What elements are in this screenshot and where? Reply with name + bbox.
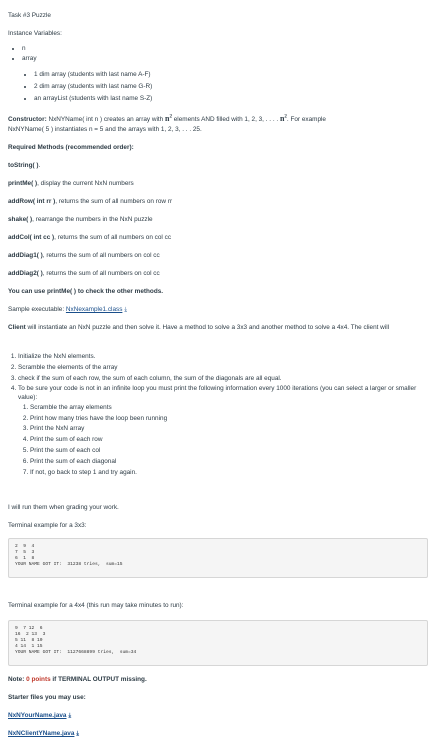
step-text: To be sure your code is not in an infinite loop you must print the following information every 1000 iterations (you can select a larger or smaller value): [18,385,417,402]
client-description [8,322,426,333]
starter-file-row [8,730,79,739]
terminal-line: 16 2 13 3 [15,632,46,637]
var-array: • array [22,54,37,64]
starter-file-row [8,712,71,721]
n-squared: $n^2$ [279,114,287,123]
method-desc: , rearrange the numbers in the NxN puzzle [32,216,153,223]
constructor-desc: elements AND filled with 1, 2, 3, . . . . [173,116,279,123]
constructor-desc: creates an array with [103,116,164,123]
var-n: • n [22,44,37,54]
download-arrow-icon[interactable]: ⤓ [124,307,128,313]
terminal-output-3x3 [8,538,428,578]
step-item [18,384,418,478]
terminal-line: 4 14 1 15 [15,644,43,649]
constructor-line [8,114,326,124]
method-line [8,252,160,260]
method-name: addRow( int rr ) [8,198,56,205]
step-item: 2. Scramble the elements of the array [18,362,418,373]
array-option: • 1 dim array (students with last name A-F) [34,69,152,81]
terminal-line: 6 1 8 [15,556,35,561]
sub-step-item: 2. Print how many tries have the loop been running [30,414,418,425]
terminal-4x4-label: Terminal example for a 4x4 (this run may take minutes to run): [8,602,184,609]
method-desc: , returns the sum of all numbers on col cc [42,270,160,277]
instance-vars-list [8,44,37,64]
terminal-line: 2 9 4 [15,544,35,549]
method-name: addDiag2( ) [8,270,43,277]
starter-file-link[interactable]: NxNYourName.java [8,712,67,719]
method-name: addCol( int cc ) [8,234,55,241]
method-name: addDiag1( ) [8,252,43,259]
page-title: Task #3 Puzzle [8,12,51,19]
note-label: Note: [8,676,25,683]
terminal-line: 9 7 12 6 [15,626,43,631]
note-rest: if TERMINAL OUTPUT missing. [52,676,147,683]
n-squared: $n^2$ [165,114,172,123]
note-line [8,676,147,684]
client-label: Client [8,324,26,331]
array-option: • 2 dim array (students with last name G-R) [34,81,152,93]
terminal-line: 5 11 8 10 [15,638,43,643]
sub-steps [18,403,418,479]
method-desc: , returns the sum of all numbers on row rr [55,198,173,205]
sub-step-item: 7. If not, go back to step 1 and try again. [30,468,418,479]
step-item: 1. Initialize the NxN elements. [18,351,418,362]
array-option: • an arrayList (students with last name S-Z) [34,93,152,105]
method-desc: , returns the sum of all numbers on col cc [54,234,172,241]
method-name: shake( ) [8,216,33,223]
sub-step-item: 3. Print the NxN array [30,424,418,435]
constructor-label: Constructor: [8,116,47,123]
sub-step-item: 6. Print the sum of each diagonal [30,457,418,468]
terminal-line: YOUR NAME GOT IT: 1127668899 tries, sum=34 [15,650,137,655]
can-use-note: You can use printMe( ) to check the other methods. [8,288,164,295]
terminal-output-4x4 [8,620,428,666]
method-line [8,216,153,224]
method-line [8,162,40,170]
download-arrow-icon[interactable]: ⤓ [68,713,72,719]
method-name: toString( ) [8,162,39,169]
required-methods-heading: Required Methods (recommended order): [8,144,134,151]
method-name: printMe( ) [8,180,38,187]
starter-file-link[interactable]: NxNClientYName.java [8,730,75,737]
method-line [8,198,172,206]
instance-vars-heading: Instance Variables: [8,30,62,37]
zero-points: 0 points [26,676,51,683]
client-steps [8,351,418,478]
constructor-signature: NxNYName( int n ) [48,116,103,123]
sample-executable-line [8,306,127,315]
method-line [8,234,171,242]
array-options-list [24,69,152,105]
terminal-3x3-label: Terminal example for a 3x3: [8,522,87,529]
sample-executable-link[interactable]: NxNexample1.class [65,306,123,313]
sub-step-item: 1. Scramble the array elements [30,403,418,414]
method-line [8,180,134,188]
method-desc: , display the current NxN numbers [37,180,134,187]
sub-step-item: 5. Print the sum of each col [30,446,418,457]
method-desc: . [38,162,41,169]
sub-step-item: 4. Print the sum of each row [30,435,418,446]
download-arrow-icon[interactable]: ⤓ [76,731,80,737]
step-item: 3. check if the sum of each row, the sum of each column, the sum of the diagonals are all equal. [18,373,418,384]
terminal-line: YOUR NAME GOT IT: 31238 tries, sum=15 [15,562,123,567]
constructor-example: NxNYName( 5 ) instantiates n = 5 and the arrays with 1, 2, 3, . . . 25. [8,126,202,133]
client-text: will instantiate an NxN puzzle and then solve it. Have a method to solve a 3x3 and another method to solve a 4x4. The client will [27,324,390,331]
starter-files-heading: Starter files you may use: [8,694,86,701]
method-line [8,270,160,278]
sample-label: Sample executable: [8,306,65,313]
terminal-line: 7 5 3 [15,550,35,555]
constructor-desc: . For example [286,116,326,123]
grading-note: I will run them when grading your work. [8,504,119,511]
method-desc: , returns the sum of all numbers on col cc [42,252,160,259]
